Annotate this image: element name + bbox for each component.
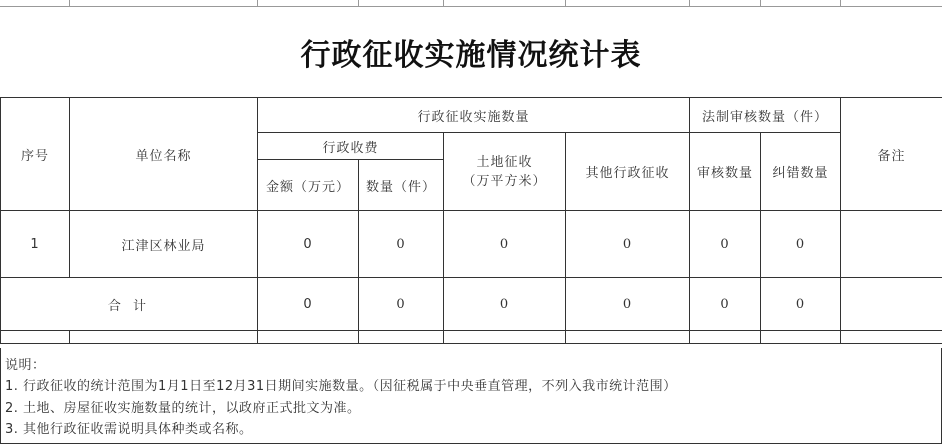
spacer-cell: [258, 331, 359, 344]
header-correction-count: 纠错数量: [761, 133, 841, 211]
header-count: 数量（件）: [359, 160, 444, 211]
cell-remark: [841, 211, 942, 278]
header-amount: 金额（万元）: [258, 160, 359, 211]
header-legal-review-count: 法制审核数量（件）: [690, 98, 841, 133]
cell-correction: 0: [761, 211, 841, 278]
spacer-row: [1, 331, 942, 344]
notes-section: [0, 348, 942, 444]
spacer-cell: [690, 331, 761, 344]
note-item: 3. 其他行政征收需说明具体种类或名称。: [5, 422, 253, 437]
total-land: 0: [444, 278, 566, 331]
total-amount: 0: [258, 278, 359, 331]
cell-count: 0: [359, 211, 444, 278]
spacer-cell: [359, 331, 444, 344]
total-count: 0: [359, 278, 444, 331]
spacer-cell: [566, 331, 690, 344]
total-other: 0: [566, 278, 690, 331]
header-land-expropriation: [444, 133, 566, 211]
cell-seq: 1: [1, 211, 70, 278]
header-other-expropriation: 其他行政征收: [566, 133, 690, 211]
header-admin-fee: 行政收费: [258, 133, 444, 160]
table-row: [1, 211, 942, 278]
spacer-cell: [70, 331, 258, 344]
header-implementation-count: 行政征收实施数量: [258, 98, 690, 133]
spacer-cell: [761, 331, 841, 344]
statistics-table: [0, 97, 942, 344]
header-seq: 序号: [1, 98, 70, 211]
cell-amount: 0: [258, 211, 359, 278]
cell-other: 0: [566, 211, 690, 278]
total-remark: [841, 278, 942, 331]
cell-unit-name: 江津区林业局: [70, 211, 258, 278]
spacer-cell: [1, 331, 70, 344]
sheet-title: 行政征收实施情况统计表: [300, 38, 642, 73]
notes-heading: 说明：: [5, 358, 46, 373]
header-review-count: 审核数量: [690, 133, 761, 211]
total-row: [1, 278, 942, 331]
header-remark: 备注: [841, 98, 942, 211]
total-review: 0: [690, 278, 761, 331]
header-land-line2: （万平方米）: [462, 173, 547, 189]
total-correction: 0: [761, 278, 841, 331]
spacer-cell: [841, 331, 942, 344]
total-label: 合 计: [1, 278, 258, 331]
header-unit-name: 单位名称: [70, 98, 258, 211]
spacer-cell: [444, 331, 566, 344]
note-item: 1. 行政征收的统计范围为1月1日至12月31日期间实施数量。（因征税属于中央垂直管理，不列入我市统计范围）: [5, 379, 677, 394]
cell-land: 0: [444, 211, 566, 278]
cell-review: 0: [690, 211, 761, 278]
note-item: 2. 土地、房屋征收实施数量的统计，以政府正式批文为准。: [5, 401, 361, 416]
header-land-line1: 土地征收: [476, 154, 533, 170]
